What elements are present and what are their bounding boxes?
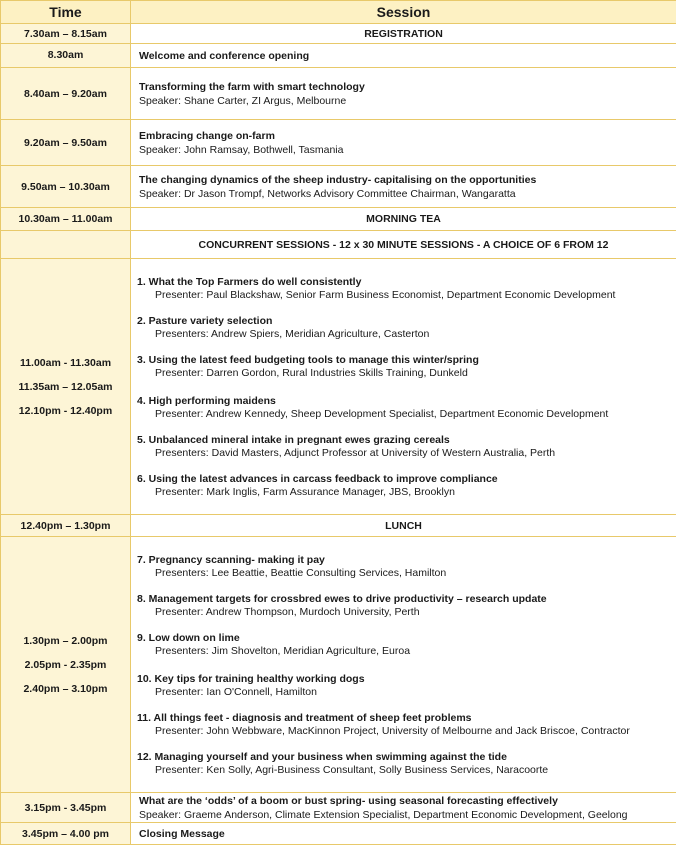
table-row (1, 44, 676, 68)
table-row (1, 231, 676, 259)
time-slot: 11.35am – 12.05am (18, 380, 113, 393)
list-item: 8. Management targets for crossbred ewes to drive productivity – research update Presenter: Andrew Thompson, Murdoch University, Perth (137, 592, 547, 618)
session-cell (131, 166, 676, 208)
session-speaker: Speaker: John Ramsay, Bothwell, Tasmania (139, 143, 344, 156)
table-row (1, 515, 676, 537)
session-title: Closing Message (139, 827, 225, 840)
list-item: 4. High performing maidens Presenter: Andrew Kennedy, Sheep Development Specialist, Department Economic Development (137, 394, 609, 420)
session-title: Welcome and conference opening (131, 44, 676, 68)
table-row (1, 24, 676, 44)
time-cell: 8.30am (1, 44, 131, 68)
table-row (1, 793, 676, 823)
time-cell: 3.15pm - 3.45pm (1, 793, 131, 823)
session-title: The changing dynamics of the sheep industry- capitalising on the opportunities (139, 173, 537, 186)
session-speaker: Speaker: Graeme Anderson, Climate Extension Specialist, Department Economic Development, Geelong (139, 808, 628, 821)
time-cell: 3.45pm – 4.00 pm (1, 823, 131, 845)
time-cell: 8.40am – 9.20am (1, 68, 131, 120)
list-item: 6. Using the latest advances in carcass feedback to improve compliance Presenter: Mark Inglis, Farm Assurance Manager, JBS, Brooklyn (137, 472, 498, 498)
session-cell (131, 68, 676, 120)
session-title: Transforming the farm with smart technology (139, 80, 365, 93)
time-cell: 9.50am – 10.30am (1, 166, 131, 208)
session-speaker: Speaker: Shane Carter, ZI Argus, Melbourne (139, 94, 347, 107)
time-slot: 12.10pm - 12.40pm (18, 404, 113, 417)
time-cell: 9.20am – 9.50am (1, 120, 131, 166)
session-header: Session (131, 1, 676, 24)
list-item: 9. Low down on lime Presenters: Jim Shovelton, Meridian Agriculture, Euroa (137, 631, 411, 657)
session-speaker: Speaker: Dr Jason Trompf, Networks Advisory Committee Chairman, Wangaratta (139, 187, 516, 200)
table-row (1, 208, 676, 231)
session-label: CONCURRENT SESSIONS - 12 x 30 MINUTE SESSIONS - A CHOICE OF 6 FROM 12 (131, 231, 676, 259)
session-label: REGISTRATION (131, 24, 676, 44)
time-cell (1, 231, 131, 259)
table-row (1, 166, 676, 208)
time-cell (1, 259, 131, 515)
list-item: 3. Using the latest feed budgeting tools to manage this winter/spring Presenter: Darren Gordon, Rural Industries Skills Training, Dunkeld (137, 353, 479, 379)
table-row (1, 823, 676, 845)
session-list (131, 537, 676, 793)
table-row (1, 259, 676, 515)
session-title: Embracing change on-farm (139, 129, 275, 142)
session-label: MORNING TEA (131, 208, 676, 231)
session-title: What are the ‘odds’ of a boom or bust spring- using seasonal forecasting effectively (139, 794, 558, 807)
time-slot: 1.30pm – 2.00pm (23, 634, 108, 647)
table-row (1, 120, 676, 166)
session-cell (131, 793, 676, 823)
table-row (1, 537, 676, 793)
time-slot: 2.05pm - 2.35pm (24, 658, 107, 671)
list-item: 12. Managing yourself and your business when swimming against the tide Presenter: Ken Solly, Agri-Business Consultant, Solly Business Services, Naracoorte (137, 750, 549, 776)
session-list (131, 259, 676, 515)
table-row (1, 68, 676, 120)
time-slot: 11.00am - 11.30am (19, 356, 112, 369)
header-row (1, 1, 676, 24)
list-item: 2. Pasture variety selection Presenters: Andrew Spiers, Meridian Agriculture, Casterton (137, 314, 430, 340)
list-item: 10. Key tips for training healthy working dogs Presenter: Ian O'Connell, Hamilton (137, 672, 365, 698)
session-cell (131, 823, 676, 845)
list-item: 11. All things feet - diagnosis and treatment of sheep feet problems Presenter: John Webbware, MacKinnon Project, University of Melbourne and Jack Briscoe, Contractor (137, 711, 630, 737)
time-header: Time (1, 1, 131, 24)
list-item: 1. What the Top Farmers do well consistently Presenter: Paul Blackshaw, Senior Farm Business Economist, Department Economic Development (137, 275, 616, 301)
time-cell: 7.30am – 8.15am (1, 24, 131, 44)
time-cell (1, 537, 131, 793)
time-cell: 12.40pm – 1.30pm (1, 515, 131, 537)
list-item: 5. Unbalanced mineral intake in pregnant ewes grazing cereals Presenters: David Masters, Adjunct Professor at University of Western Australia, Perth (137, 433, 556, 459)
time-cell: 10.30am – 11.00am (1, 208, 131, 231)
list-item: 7. Pregnancy scanning- making it pay Presenters: Lee Beattie, Beattie Consulting Services, Hamilton (137, 553, 447, 579)
session-label: LUNCH (131, 515, 676, 537)
session-cell (131, 120, 676, 166)
time-slot: 2.40pm – 3.10pm (23, 682, 108, 695)
